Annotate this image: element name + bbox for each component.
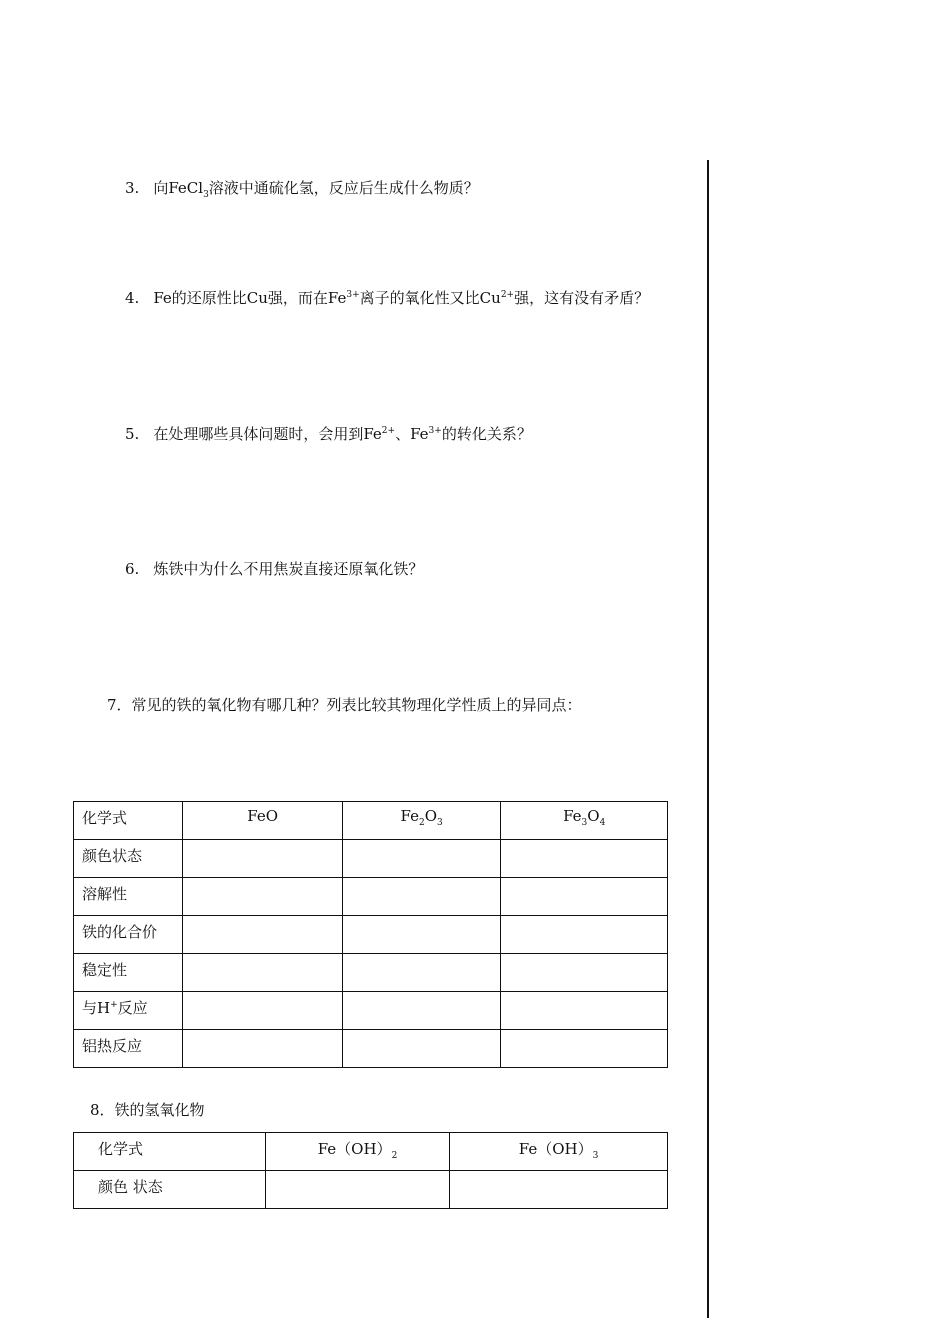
answer-cell[interactable]	[183, 840, 343, 878]
table-row	[74, 840, 668, 878]
row-label: 溶解性	[74, 878, 183, 916]
table-row	[74, 1171, 668, 1209]
header-feo: FeO	[183, 802, 343, 840]
answer-cell[interactable]	[501, 840, 668, 878]
answer-cell[interactable]	[342, 1030, 501, 1068]
table-row	[74, 878, 668, 916]
row-label: 铝热反应	[74, 1030, 183, 1068]
answer-cell[interactable]	[183, 916, 343, 954]
answer-cell[interactable]	[501, 992, 668, 1030]
table-row	[74, 954, 668, 992]
header-label-cell: 化学式	[74, 1133, 266, 1171]
header-label-cell: 化学式	[74, 802, 183, 840]
answer-cell[interactable]	[501, 1030, 668, 1068]
answer-cell[interactable]	[342, 840, 501, 878]
question-4: 4. Fe的还原性比Cu强，而在$Fe^{3+}$离子的氧化性又比$Cu^{2+}$强，这有没有矛盾？	[125, 289, 650, 307]
header-feoh2: $Fe(OH)_2$	[265, 1133, 449, 1171]
question-3: 3. 向FeCl$_3$溶液中通硫化氢，反应后生成什么物质？	[125, 179, 479, 200]
header-feoh3: $Fe(OH)_3$	[450, 1133, 668, 1171]
row-label: 稳定性	[74, 954, 183, 992]
margin-divider-line	[707, 160, 709, 1318]
table-header-row	[74, 802, 668, 840]
answer-cell[interactable]	[342, 878, 501, 916]
answer-cell[interactable]	[183, 954, 343, 992]
question-8: 8．铁的氢氧化物	[90, 1101, 205, 1119]
question-7: 7．常见的铁的氧化物有哪几种？列表比较其物理化学性质上的异同点：	[107, 696, 582, 714]
iron-oxide-table	[73, 801, 668, 1068]
answer-cell[interactable]	[265, 1171, 449, 1209]
answer-cell[interactable]	[183, 1030, 343, 1068]
answer-cell[interactable]	[342, 992, 501, 1030]
row-label: 颜色 状态	[74, 1171, 266, 1209]
header-fe3o4: $Fe_3O_4$	[501, 802, 668, 840]
answer-cell[interactable]	[501, 954, 668, 992]
row-label: 与H+反应	[74, 992, 183, 1030]
row-label: 颜色状态	[74, 840, 183, 878]
question-6: 6. 炼铁中为什么不用焦炭直接还原氧化铁？	[125, 560, 424, 578]
table-row	[74, 916, 668, 954]
answer-cell[interactable]	[342, 954, 501, 992]
row-label: 铁的化合价	[74, 916, 183, 954]
answer-cell[interactable]	[183, 878, 343, 916]
question-5: 5. 在处理哪些具体问题时，会用到$Fe^{2+}$、$Fe^{3+}$的转化关系？	[125, 425, 532, 443]
header-fe2o3: $Fe_2O_3$	[342, 802, 501, 840]
table-header-row	[74, 1133, 668, 1171]
table-row	[74, 1030, 668, 1068]
answer-cell[interactable]	[342, 916, 501, 954]
answer-cell[interactable]	[501, 878, 668, 916]
answer-cell[interactable]	[183, 992, 343, 1030]
table-row	[74, 992, 668, 1030]
answer-cell[interactable]	[501, 916, 668, 954]
answer-cell[interactable]	[450, 1171, 668, 1209]
iron-hydroxide-table	[73, 1132, 668, 1209]
